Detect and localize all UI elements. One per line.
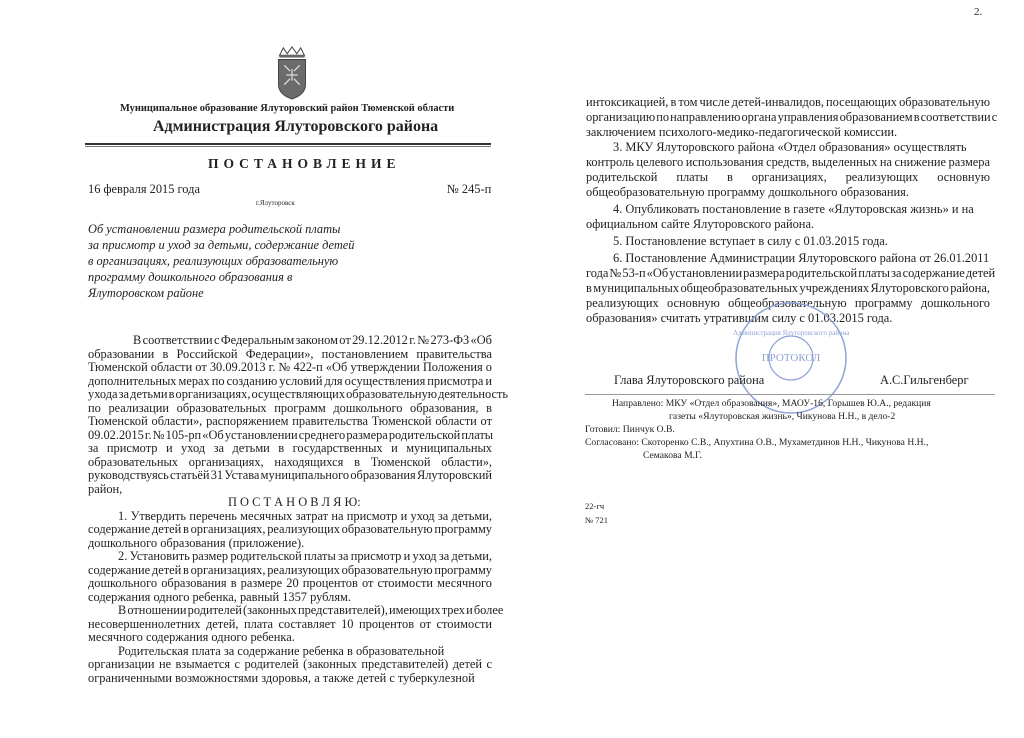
text-line: родительской платы в организациях, реализующих основную [586,170,990,184]
text-line: содержание детей в организациях, реализующих образовательную программу [88,522,492,536]
text-line: дошкольного образования (приложение). [88,535,305,550]
signature-rule [585,394,995,395]
text-line: несовершеннолетних детей, плата составляет 10 процентов от стоимости [88,616,492,631]
text-line: за присмотр и уход за детьми в государственных и муниципальных [88,441,492,455]
coat-of-arms-emblem [274,46,310,107]
text-line: ограниченными возможностями здоровья, а также детей с туберкулезной [88,670,475,685]
text-line: Тюменской области», распоряжением правительства Тюменской области от [88,414,492,428]
municipality-heading: Муниципальное образование Ялуторовский район Тюменской области [120,103,455,114]
text-line: 4. Опубликовать постановление в газете «Ялуторовская жизнь» и на [613,202,974,216]
text-line: 09.02.2015 г. № 105-рп «Об установлении среднего размера родительской платы [88,427,494,442]
administration-heading: Администрация Ялуторовского района [153,118,439,135]
decree-heading: П О С Т А Н О В Л Я Ю: [228,495,361,509]
signatory-position: Глава Ялуторовского района [614,373,765,387]
text-line: В отношении родителей (законных представителей), имеющих трех и более [118,603,504,617]
subject-line: за присмотр и уход за детьми, содержание детей [88,238,355,252]
text-line: образования» считать утратившим силу с 01.03.2015 года. [586,311,893,325]
text-line: общеобразовательную программу дошкольного образования. [586,185,909,199]
text-line: организации не взымается с родителей (законных представителей) детей с [88,657,492,671]
reg-number: № 721 [585,515,608,525]
doc-number: № 245-п [447,182,492,196]
text-line: реализующих основную общеобразовательную программу дошкольного [586,296,990,310]
text-line: содержания одного ребенка, равный 1357 рублям. [88,589,351,604]
text-line: дополнительных мерах по созданию условий для осуществления присмотра и [88,373,492,388]
text-line: 2. Установить размер родительской платы за присмотр и уход за детьми, [118,549,492,563]
text-line: ухода за детьми в организациях, осуществляющих образовательную деятельность [88,387,509,401]
text-line: официальном сайте Ялуторовского района. [586,217,815,231]
text-line: организацию по направлению органа управления образованием в соответствии с [586,110,998,124]
stamp-ring-text: Администрация Ялуторовского района [733,329,850,337]
text-line: интоксикацией, в том числе детей-инвалидов, посещающих образовательную [586,95,990,109]
subject-line: Ялуторовском районе [88,286,204,300]
doc-type-title: ПОСТАНОВЛЕНИЕ [208,156,401,171]
text-line: контроль целевого использования средств, выделенных на снижение размера [586,155,990,169]
distribution-sent-cont: газеты «Ялуторовская жизнь», Чикунова Н.Н., в дело-2 [669,411,896,422]
text-line: по реализации образовательных программ дошкольного образования, в [88,400,492,415]
text-line: 6. Постановление Администрации Ялуторовского района от 26.01.2011 [613,251,990,265]
prepared-by: Готовил: Пинчук О.В. [585,424,675,435]
text-line: район, [88,481,123,496]
agreed-by-cont: Семакова М.Г. [643,450,702,461]
distribution-sent: Направлено: МКУ «Отдел образования», МАОУ-16, Горышев Ю.А., редакция [612,398,931,409]
text-line: руководствуясь статьёй 31 Устава муниципального образования Ялуторовский [88,468,492,482]
doc-city: г.Ялуторовск [256,199,295,207]
agreed-by: Согласовано: Скоторенко С.В., Апухтина О.В., Мухаметдинов Н.Н., Чикунова Н.Н., [585,437,929,448]
text-line: года № 53-п «Об установлении размера родительской платы за содержание детей [586,266,996,280]
text-line: содержание детей в организациях, реализующих образовательную программу [88,562,492,577]
subject-line: программу дошкольного образования в [88,270,293,284]
text-line: заключением психолого-медико-педагогической комиссии. [586,125,898,139]
signatory-name: А.С.Гильгенберг [880,373,969,387]
text-line: 1. Утвердить перечень месячных затрат на присмотр и уход за детьми, [118,508,492,523]
text-line: Тюменской области от 30.09.2013 г. № 422-п «Об утверждении Положения о [88,360,492,374]
text-line: образовательных организациях, находящихся в Тюменской области», [88,454,492,469]
subject-line: Об установлении размера родительской платы [88,222,341,236]
subject-line: в организациях, реализующих образовательную [88,254,339,268]
text-line: 5. Постановление вступает в силу с 01.03.2015 года. [613,234,888,248]
text-line: образовании в Российской Федерации», постановлением правительства [88,346,492,361]
doc-code: 22-гч [585,501,605,511]
text-line: 3. МКУ Ялуторовского района «Отдел образования» осуществлять [613,140,967,154]
text-line: Родительская плата за содержание ребенка в образовательной [118,643,445,658]
text-line: месячного содержания одного ребенка. [88,630,295,644]
text-line: В соответствии с Федеральным законом от 29.12.2012 г. № 273-ФЗ «Об [133,333,492,347]
page-number: 2. [974,6,983,18]
doc-date: 16 февраля 2015 года [88,182,200,196]
header-rule [85,143,491,147]
text-line: дошкольного образования в размере 20 процентов от стоимости месячного [88,576,492,590]
text-line: в муниципальных общеобразовательных учреждениях Ялуторовского района, [586,281,990,295]
stamp-center-text: ПРОТОКОЛ [761,352,821,364]
